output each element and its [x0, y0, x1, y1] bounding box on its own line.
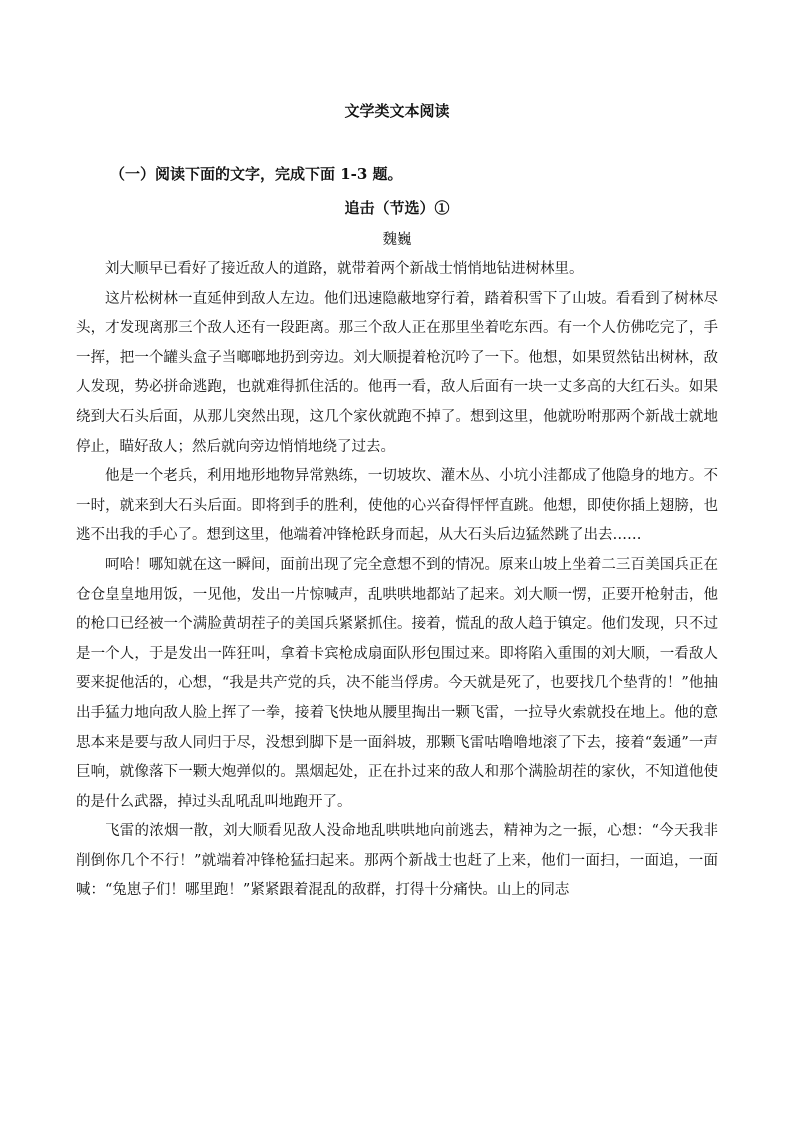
paragraph-3: 他是一个老兵，利用地形地物异常熟练，一切坡坎、灌木丛、小坑小洼都成了他隐身的地方。不一时，就来到大石头后面。即将到手的胜利，使他的心兴奋得怦怦直跳。他想，即使你插上翅膀，也逃不出我的手心了。想到这里，他端着冲锋枪跃身而起，从大石头后边猛然跳了出去…… [76, 468, 718, 544]
section-heading: （一）阅读下面的文字，完成下面 1-3 题。 [110, 165, 403, 183]
document-title: 文学类文本阅读 [344, 102, 450, 120]
author-name: 魏巍 [382, 232, 412, 248]
paragraph-4: 呵哈！哪知就在这一瞬间，面前出现了完全意想不到的情况。原来山坡上坐着二三百美国兵正在仓仓皇皇地用饭，一见他，发出一片惊喊声，乱哄哄地都站了起来。刘大顺一愣，正要开枪射击，他的枪口已经被一个满脸黄胡茬子的美国兵紧紧抓住。接着，慌乱的敌人趋于镇定。他们发现，只不过是一个人，于是发出一阵狂叫，拿着卡宾枪成扇面队形包围过来。即将陷入重围的刘大顺，一看敌人要来捉他活的，心想，“我是共产党的兵，决不能当俘虏。今天就是死了，也要找几个垫背的！”他抽出手猛力地向敌人脸上挥了一拳，接着飞快地从腰里掏出一颗飞雷，一拉导火索就投在地上。他的意思本来是要与敌人同归于尽，没想到脚下是一面斜坡，那颗飞雷咕噜噜地滚了下去，接着“轰通”一声巨响，就像落下一颗大炮弹似的。黑烟起处，正在扑过来的敌人和那个满脸胡茬的家伙，不知道他使的是什么武器，掉过头乱吼乱叫地跑开了。 [76, 556, 718, 810]
story-title: 追击（节选）① [344, 199, 450, 217]
story-body [76, 255, 718, 906]
paragraph-2: 这片松树林一直延伸到敌人左边。他们迅速隐蔽地穿行着，踏着积雪下了山坡。看看到了树林尽头，才发现离那三个敌人还有一段距离。那三个敌人正在那里坐着吃东西。有一个人仿佛吃完了，手一挥，把一个罐头盒子当啷啷地扔到旁边。刘大顺提着枪沉吟了一下。他想，如果贸然钻出树林，敌人发现，势必拼命逃跑，也就难得抓住活的。他再一看，敌人后面有一块一丈多高的大红石头。如果绕到大石头后面，从那儿突然出现，这几个家伙就跑不掉了。想到这里，他就吩咐那两个新战士就地停止，瞄好敌人；然后就向旁边悄悄地绕了过去。 [76, 290, 718, 455]
paragraph-5: 飞雷的浓烟一散，刘大顺看见敌人没命地乱哄哄地向前逃去，精神为之一振，心想：“今天我非削倒你几个不行！”就端着冲锋枪猛扫起来。那两个新战士也赶了上来，他们一面扫，一面追，一面喊：“兔崽子们！哪里跑！”紧紧跟着混乱的敌群，打得十分痛快。山上的同志 [76, 823, 718, 899]
paragraph-1: 刘大顺早已看好了接近敌人的道路，就带着两个新战士悄悄地钻进树林里。 [105, 261, 584, 277]
